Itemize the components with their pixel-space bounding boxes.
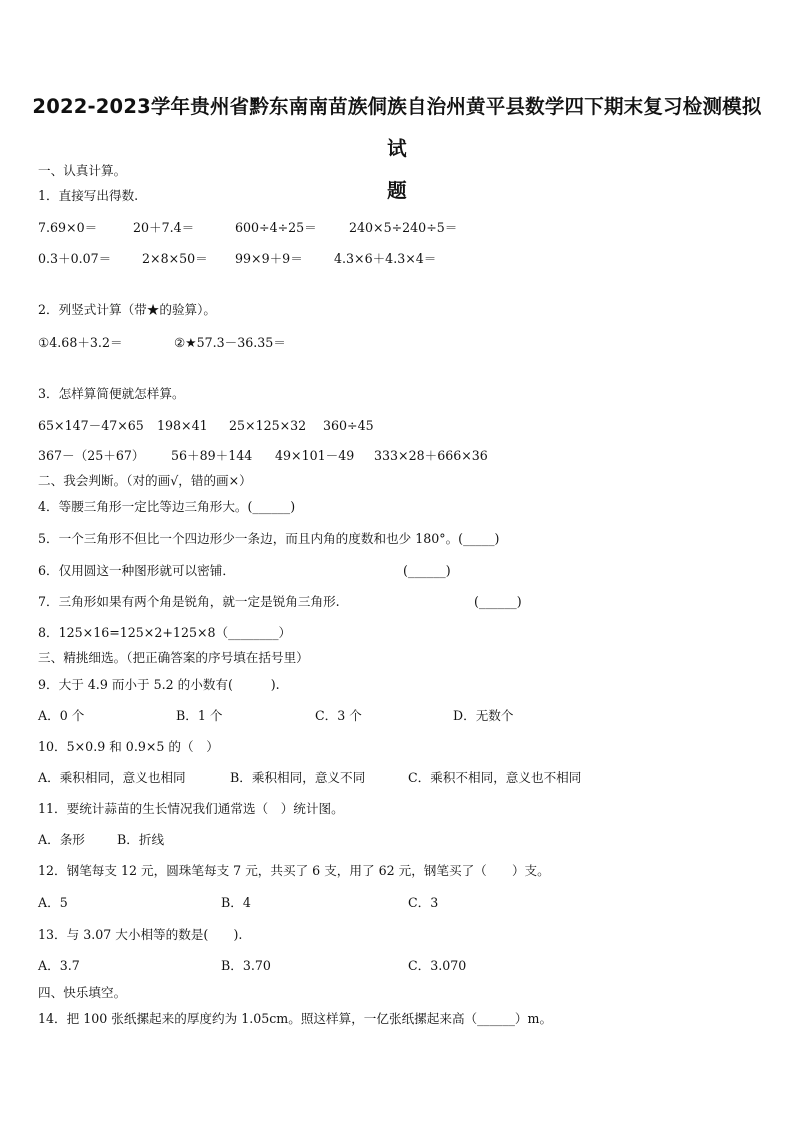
q10-stem: 10．5×0.9 和 0.9×5 的（ ） xyxy=(38,739,219,754)
q10-option: C．乘积不相同，意义也不相同 xyxy=(408,770,582,785)
q2-item: ①4.68＋3.2＝ xyxy=(38,335,123,350)
judge-item-7-blank: (______) xyxy=(474,594,522,609)
judge-item-5: 5．一个三角形不但比一个四边形少一条边，而且内角的度数和也少 180°。(_____) xyxy=(38,531,500,546)
section-4-heading: 四、快乐填空。 xyxy=(38,985,127,1000)
section-3-heading: 三、精挑细选。（把正确答案的序号填在括号里） xyxy=(38,650,309,665)
document-title xyxy=(30,86,764,212)
q2-stem: 2．列竖式计算（带★的验算）。 xyxy=(38,302,217,317)
q9-option: C．3 个 xyxy=(315,708,362,723)
q1-item: 2×8×50＝ xyxy=(142,251,208,266)
q9-option: D．无数个 xyxy=(453,708,514,723)
q13-option: C．3.070 xyxy=(408,958,467,973)
q9-option: B．1 个 xyxy=(176,708,223,723)
q3-item: 56＋89＋144 xyxy=(171,448,253,463)
q1-stem: 1．直接写出得数. xyxy=(38,188,139,203)
q1-item: 7.69×0＝ xyxy=(38,220,98,235)
title-line-1: 2022-2023学年贵州省黔东南南苗族侗族自治州黄平县数学四下期末复习检测模拟试 xyxy=(32,95,762,160)
title-line-2: 题 xyxy=(387,179,407,202)
q1-item: 4.3×6＋4.3×4＝ xyxy=(334,251,437,266)
q13-option: B．3.70 xyxy=(221,958,271,973)
q12-option: C．3 xyxy=(408,895,439,910)
q11-option: A．条形 xyxy=(38,832,85,847)
q12-option: A．5 xyxy=(38,895,68,910)
q14-stem: 14．把 100 张纸摞起来的厚度约为 1.05cm。照这样算，一亿张纸摞起来高（______）m。 xyxy=(38,1011,553,1026)
q3-item: 360÷45 xyxy=(323,418,374,433)
q3-item: 49×101－49 xyxy=(275,448,355,463)
q1-item: 0.3＋0.07＝ xyxy=(38,251,112,266)
q12-stem: 12．钢笔每支 12 元，圆珠笔每支 7 元，共买了 6 支，用了 62 元，钢笔买了（ ）支。 xyxy=(38,863,550,878)
q3-item: 367－（25＋67） xyxy=(38,448,145,463)
judge-item-6: 6．仅用圆这一种图形就可以密铺． xyxy=(38,563,235,578)
judge-item-4: 4．等腰三角形一定比等边三角形大。(______) xyxy=(38,499,296,514)
q11-option: B．折线 xyxy=(117,832,165,847)
q3-item: 198×41 xyxy=(157,418,208,433)
judge-item-6-blank: (______) xyxy=(403,563,451,578)
q3-item: 333×28＋666×36 xyxy=(374,448,488,463)
q12-option: B．4 xyxy=(221,895,251,910)
section-2-heading: 二、我会判断。（对的画√，错的画×） xyxy=(38,473,252,488)
q9-stem: 9．大于 4.9 而小于 5.2 的小数有( ). xyxy=(38,677,280,692)
q1-item: 240×5÷240÷5＝ xyxy=(349,220,458,235)
q3-item: 25×125×32 xyxy=(229,418,307,433)
judge-item-7: 7．三角形如果有两个角是锐角，就一定是锐角三角形. xyxy=(38,594,340,609)
q3-stem: 3．怎样算简便就怎样算。 xyxy=(38,386,185,401)
judge-item-8: 8．125×16=125×2+125×8（________） xyxy=(38,625,292,640)
q1-item: 20＋7.4＝ xyxy=(133,220,195,235)
q2-item: ②★57.3－36.35＝ xyxy=(174,335,286,350)
q1-item: 600÷4÷25＝ xyxy=(235,220,317,235)
q10-option: A．乘积相同，意义也相同 xyxy=(38,770,186,785)
q3-item: 65×147－47×65 xyxy=(38,418,144,433)
q11-stem: 11．要统计蒜苗的生长情况我们通常选（ ）统计图。 xyxy=(38,801,344,816)
q1-item: 99×9＋9＝ xyxy=(235,251,303,266)
q10-option: B．乘积相同，意义不同 xyxy=(230,770,366,785)
section-1-heading: 一、认真计算。 xyxy=(38,163,127,178)
q9-option: A．0 个 xyxy=(38,708,85,723)
q13-option: A．3.7 xyxy=(38,958,80,973)
q13-stem: 13．与 3.07 大小相等的数是( ). xyxy=(38,927,243,942)
